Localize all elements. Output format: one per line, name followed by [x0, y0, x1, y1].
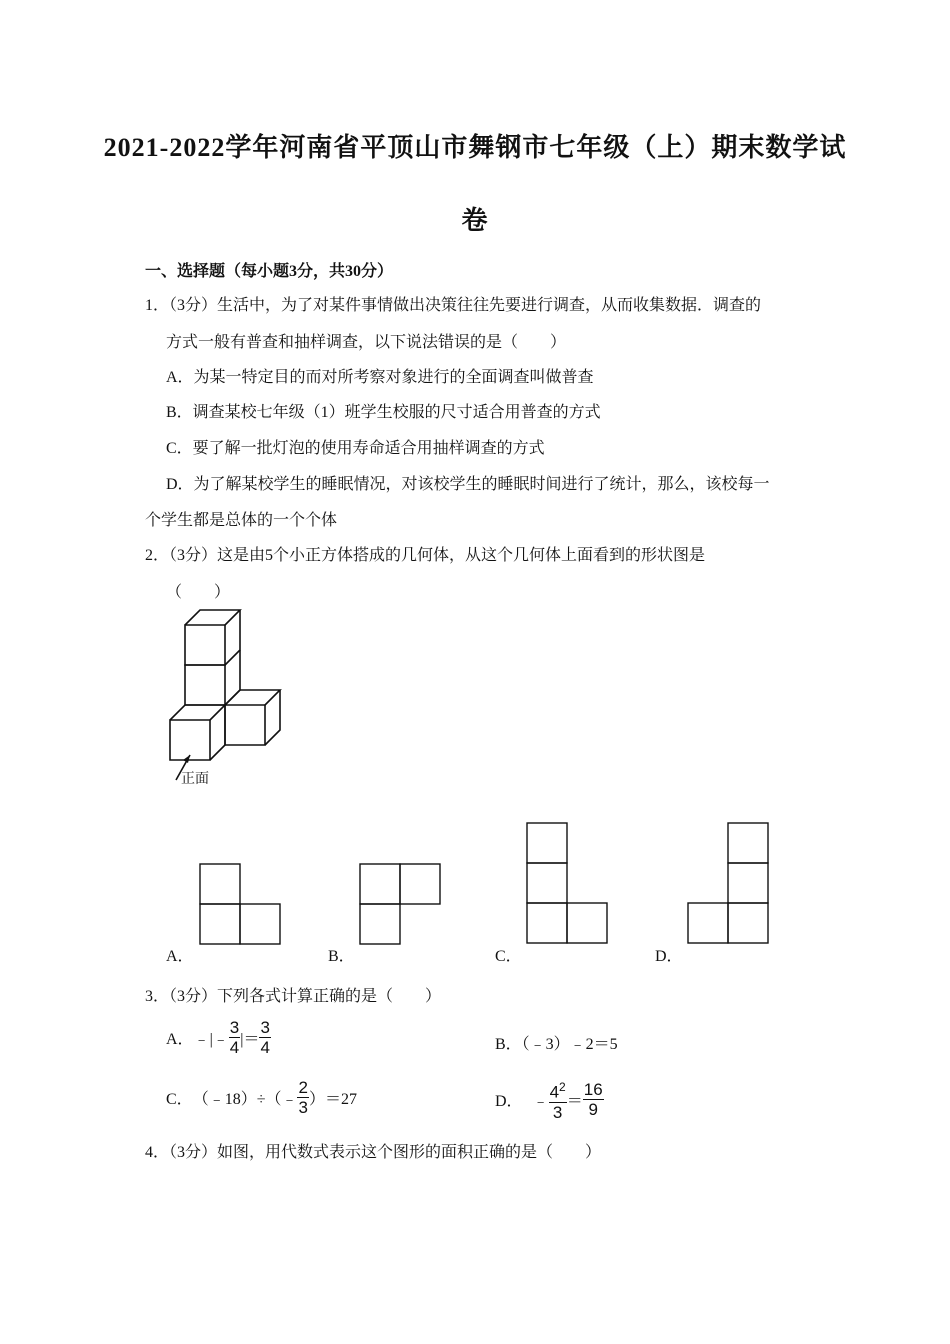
q3-c-fraction [297, 1078, 308, 1117]
q1-option-c: C．要了解一批灯泡的使用寿命适合用抽样调查的方式 [166, 440, 545, 457]
q2-option-a-figure [199, 863, 283, 947]
q3-d-fraction-2 [583, 1080, 604, 1119]
q1-stem-line1: 1．（3分）生活中，为了对某件事情做出决策往往先要进行调查，从而收集数据．调查的 [145, 297, 762, 314]
front-view-label: 正面 [181, 770, 209, 786]
q3-option-c [166, 1078, 357, 1117]
q3-d-label: D． [495, 1093, 523, 1111]
q3-d-den1: 3 [552, 1102, 563, 1122]
q3-a-den2: 4 [260, 1038, 270, 1057]
q3-d-num2: 16 [583, 1080, 603, 1100]
q2-stem-line1: 2．（3分）这是由5个小正方体搭成的几何体，从这个几何体上面看到的形状图是 [145, 547, 706, 564]
q3-c-num: 2 [298, 1078, 308, 1097]
q3-d-fraction-1 [549, 1078, 567, 1122]
cube-solid-figure [160, 605, 300, 795]
q3-option-b: B．（﹣3）﹣2＝5 [495, 1036, 618, 1053]
q1-option-a: A．为某一特定目的而对所考察对象进行的全面调查叫做普查 [166, 369, 594, 386]
q3-a-fraction-2 [259, 1018, 270, 1057]
q2-option-a-label: A． [166, 948, 194, 965]
q3-a-label: A． [166, 1031, 194, 1048]
q3-stem: 3．（3分）下列各式计算正确的是（ ） [145, 988, 442, 1005]
q3-c-suffix: ）＝27 [308, 1091, 357, 1108]
q3-option-a [166, 1018, 271, 1057]
q3-d-numerator-power [549, 1078, 567, 1103]
q2-option-d-label: D． [655, 948, 683, 965]
q3-c-den: 3 [298, 1098, 308, 1117]
q3-c-label: C． [166, 1091, 193, 1108]
paper-title-line2: 卷 [461, 206, 489, 235]
q1-option-d-line2: 个学生都是总体的一个个体 [145, 512, 338, 529]
q2-stem-line2: （ ） [166, 584, 231, 601]
q3-a-num1: 3 [229, 1018, 240, 1037]
q3-d-den2: 9 [588, 1100, 598, 1120]
q3-a-mid: |＝ [240, 1031, 260, 1048]
q4-stem: 4．（3分）如图，用代数式表示这个图形的面积正确的是（ ） [145, 1144, 602, 1161]
q2-option-c-label: C． [495, 948, 522, 965]
q3-a-num2: 3 [260, 1018, 270, 1037]
q1-option-b: B．调查某校七年级（1）班学生校服的尺寸适合用普查的方式 [166, 404, 601, 421]
section-heading: 一、选择题（每小题3分，共30分） [145, 263, 394, 280]
q3-a-prefix: ﹣|﹣ [193, 1031, 229, 1048]
q3-d-exponent: 2 [559, 1080, 566, 1094]
q3-d-base: 4 [549, 1082, 560, 1102]
q2-option-b-figure [359, 863, 443, 947]
paper-title-line1: 2021-2022学年河南省平顶山市舞钢市七年级（上）期末数学试 [103, 133, 847, 162]
q2-option-c-figure [526, 822, 610, 947]
q1-stem-line2: 方式一般有普查和抽样调查，以下说法错误的是（ ） [166, 334, 567, 351]
q3-d-prefix: ﹣ [532, 1093, 549, 1111]
q2-option-d-figure [687, 822, 771, 947]
q1-option-d-line1: D．为了解某校学生的睡眠情况，对该校学生的睡眠时间进行了统计，那么，该校每一 [166, 476, 770, 493]
q3-option-d [495, 1078, 604, 1122]
q3-d-equals: ＝ [566, 1093, 583, 1111]
q3-a-den1: 4 [229, 1038, 240, 1057]
q3-c-prefix: （﹣18）÷（﹣ [192, 1091, 298, 1108]
q3-a-fraction-1 [229, 1018, 240, 1057]
q2-option-b-label: B． [328, 948, 355, 965]
